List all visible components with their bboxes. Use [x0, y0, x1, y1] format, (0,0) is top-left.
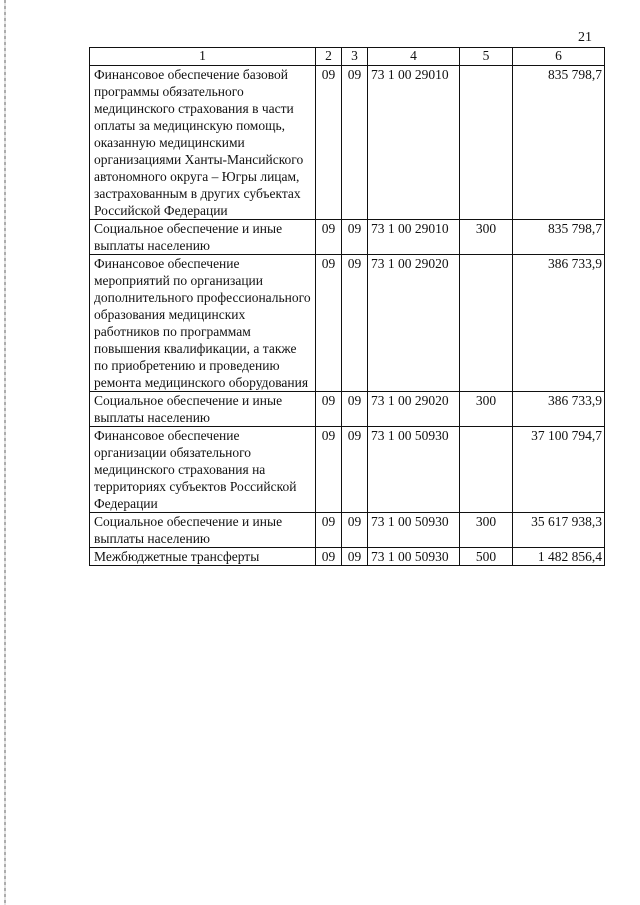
table-row: [90, 66, 605, 220]
row-section: 09: [316, 220, 342, 255]
row-subsection: 09: [342, 427, 368, 513]
row-subsection: 09: [342, 513, 368, 548]
row-name: Социальное обеспечение и иные выплаты населению: [90, 220, 316, 255]
budget-table: [89, 47, 605, 566]
row-amount: 37 100 794,7: [513, 427, 605, 513]
row-section: 09: [316, 427, 342, 513]
row-amount: 386 733,9: [513, 255, 605, 392]
table-row: [90, 255, 605, 392]
row-subsection: 09: [342, 66, 368, 220]
table-row: [90, 513, 605, 548]
row-section: 09: [316, 548, 342, 566]
row-name: Социальное обеспечение и иные выплаты населению: [90, 392, 316, 427]
row-expense-type: 300: [460, 392, 513, 427]
row-target-article: 73 1 00 50930: [368, 513, 460, 548]
row-subsection: 09: [342, 220, 368, 255]
row-name: Социальное обеспечение и иные выплаты населению: [90, 513, 316, 548]
row-target-article: 73 1 00 29020: [368, 392, 460, 427]
row-target-article: 73 1 00 50930: [368, 427, 460, 513]
row-name: Финансовое обеспечение мероприятий по организации дополнительного профессионального образования медицинских работников по программам повышения квалификации, а также по приобретению и проведению ремонта медицинского оборудования: [90, 255, 316, 392]
row-expense-type: 300: [460, 513, 513, 548]
header-row: [90, 48, 605, 66]
row-name: Межбюджетные трансферты: [90, 548, 316, 566]
header-col-5: 5: [460, 48, 513, 66]
row-expense-type: 300: [460, 220, 513, 255]
scan-edge: [4, 0, 6, 905]
row-subsection: 09: [342, 548, 368, 566]
row-expense-type: [460, 255, 513, 392]
row-expense-type: 500: [460, 548, 513, 566]
row-expense-type: [460, 66, 513, 220]
row-subsection: 09: [342, 255, 368, 392]
row-section: 09: [316, 255, 342, 392]
header-col-4: 4: [368, 48, 460, 66]
row-amount: 386 733,9: [513, 392, 605, 427]
row-expense-type: [460, 427, 513, 513]
header-col-6: 6: [513, 48, 605, 66]
table-row: [90, 392, 605, 427]
row-section: 09: [316, 513, 342, 548]
row-target-article: 73 1 00 29020: [368, 255, 460, 392]
row-amount: 835 798,7: [513, 66, 605, 220]
row-amount: 835 798,7: [513, 220, 605, 255]
table-row: [90, 220, 605, 255]
row-target-article: 73 1 00 29010: [368, 220, 460, 255]
table-header: [90, 48, 605, 66]
row-name: Финансовое обеспечение организации обязательного медицинского страхования на территориях субъектов Российской Федерации: [90, 427, 316, 513]
row-subsection: 09: [342, 392, 368, 427]
row-target-article: 73 1 00 50930: [368, 548, 460, 566]
header-col-3: 3: [342, 48, 368, 66]
row-section: 09: [316, 392, 342, 427]
row-amount: 35 617 938,3: [513, 513, 605, 548]
table-row: [90, 548, 605, 566]
row-section: 09: [316, 66, 342, 220]
row-amount: 1 482 856,4: [513, 548, 605, 566]
page-number: 21: [578, 30, 592, 45]
row-name: Финансовое обеспечение базовой программы обязательного медицинского страхования в части оплаты за медицинскую помощь, оказанную медицинскими организациями Ханты-Мансийского автономного округа – Югры лицам, застрахованным в других субъектах Российской Федерации: [90, 66, 316, 220]
table-body: [90, 66, 605, 566]
table-row: [90, 427, 605, 513]
header-col-2: 2: [316, 48, 342, 66]
header-col-1: 1: [90, 48, 316, 66]
row-target-article: 73 1 00 29010: [368, 66, 460, 220]
